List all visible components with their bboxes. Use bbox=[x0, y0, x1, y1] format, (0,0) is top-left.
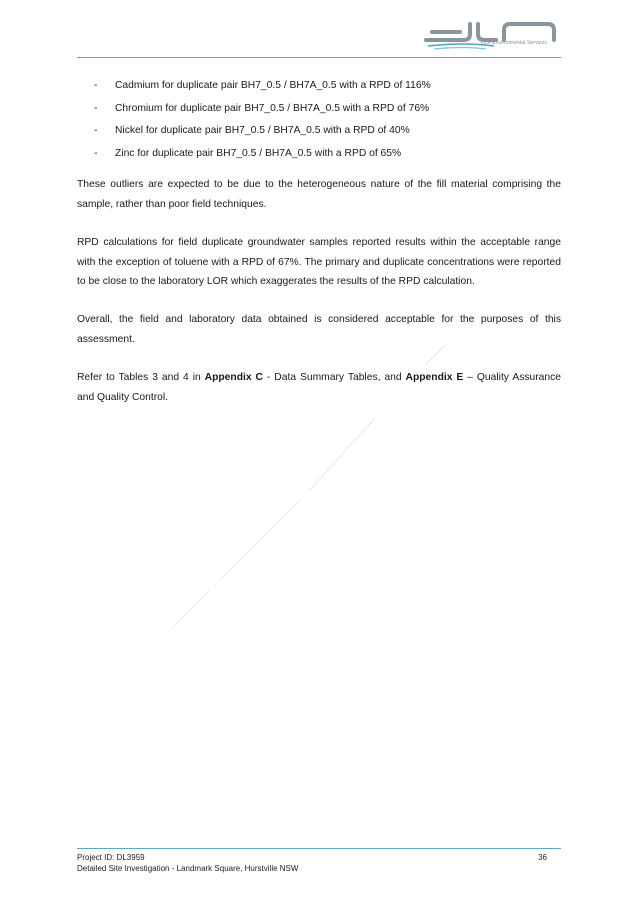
paragraph-overall: Overall, the field and laboratory data obtained is considered acceptable for the purposes of this assessment. bbox=[77, 314, 561, 345]
list-item bbox=[77, 123, 561, 146]
bullet-dash: - bbox=[94, 80, 98, 91]
bullet-dash: - bbox=[94, 147, 98, 159]
reference-text: - Data Summary Tables, and bbox=[262, 372, 406, 383]
footer-rule bbox=[77, 848, 561, 849]
list-item bbox=[77, 146, 561, 169]
bullet-dash: - bbox=[94, 125, 98, 136]
outlier-list bbox=[77, 78, 561, 168]
page-number: 36 bbox=[538, 853, 547, 862]
reference-text: – Quality Assurance and Quality Control. bbox=[77, 372, 561, 403]
reference-text: Refer to Tables 3 and 4 in bbox=[77, 372, 205, 383]
list-item-text: Cadmium for duplicate pair BH7_0.5 / BH7A_0.5 with a RPD of 116% bbox=[115, 80, 431, 91]
list-item-text: Zinc for duplicate pair BH7_0.5 / BH7A_0.5 with a RPD of 65% bbox=[115, 147, 402, 159]
paragraph-rpd-groundwater: RPD calculations for field duplicate groundwater samples reported results within the acceptable range with the exception of toluene with a RPD of 67%. The primary and duplicate concentrations were reported to be close to the laboratory LOR which exaggerates the results of the RPD calculation. bbox=[77, 237, 561, 287]
appendix-e-reference: Appendix E bbox=[405, 372, 464, 383]
watermark-strokes bbox=[160, 340, 460, 640]
appendix-c-reference: Appendix C bbox=[204, 372, 263, 383]
project-id: Project ID: DL3959 bbox=[77, 853, 145, 862]
header-rule bbox=[77, 57, 561, 58]
list-item bbox=[77, 101, 561, 124]
bullet-dash: - bbox=[94, 102, 98, 114]
list-item bbox=[77, 78, 561, 101]
logo-caption: DLA Environmental Services bbox=[481, 40, 547, 46]
list-item-text: Chromium for duplicate pair BH7_0.5 / BH7A_0.5 with a RPD of 76% bbox=[115, 102, 430, 114]
paragraph-outliers: These outliers are expected to be due to the heterogeneous nature of the fill material comprising the sample, rather than poor field techniques. bbox=[77, 179, 561, 210]
list-item-text: Nickel for duplicate pair BH7_0.5 / BH7A_0.5 with a RPD of 40% bbox=[115, 125, 410, 136]
document-title: Detailed Site Investigation - Landmark Square, Hurstville NSW bbox=[77, 864, 299, 873]
dla-logo bbox=[424, 20, 564, 58]
